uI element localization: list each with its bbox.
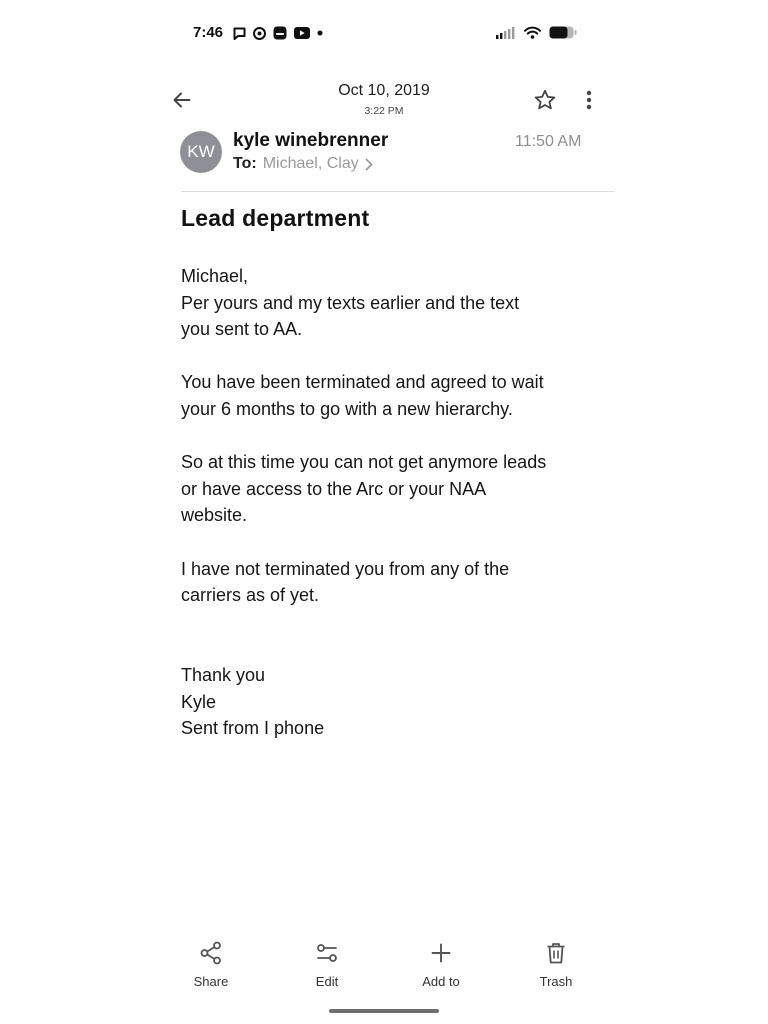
trash-label: Trash: [539, 974, 573, 989]
back-button[interactable]: [170, 88, 194, 112]
header-date: [284, 82, 484, 117]
to-label: To:: [233, 155, 257, 172]
more-options-button[interactable]: [579, 88, 599, 112]
sender-name: kyle winebrenner: [233, 130, 389, 151]
trash-button[interactable]: [516, 940, 596, 989]
avatar[interactable]: KW: [180, 131, 222, 173]
star-button[interactable]: [533, 88, 557, 112]
star-icon: [533, 88, 557, 112]
body-line: your 6 months to go with a new hierarchy.: [181, 398, 513, 419]
body-line: or have access to the Arc or your NAA: [181, 478, 487, 499]
bottom-toolbar: [0, 940, 768, 1000]
status-time: 7:46: [193, 24, 224, 41]
share-icon: [198, 940, 224, 966]
home-indicator[interactable]: [329, 1009, 439, 1013]
email-sent-time: 11:50 AM: [515, 133, 582, 150]
body-line: I have not terminated you from any of the: [181, 558, 510, 579]
recipients-toggle[interactable]: [233, 155, 373, 173]
chrome-icon: [253, 27, 266, 40]
status-right-icons: [496, 26, 577, 39]
email-subject: Lead department: [181, 205, 370, 231]
dot-icon: [317, 30, 323, 36]
chevron-right-icon: [365, 158, 373, 171]
signal-icon: [496, 27, 516, 39]
signoff-line: Thank you: [181, 664, 266, 685]
body-line: carriers as of yet.: [181, 585, 320, 606]
body-line: You have been terminated and agreed to wait: [181, 372, 544, 393]
signoff-line: Kyle: [181, 691, 217, 712]
body-line: Per yours and my texts earlier and the text: [181, 292, 520, 313]
share-label: Share: [193, 974, 229, 989]
add-to-button[interactable]: [401, 940, 481, 989]
edit-label: Edit: [315, 974, 339, 989]
header-date-time: 3:22 PM: [364, 105, 404, 117]
notification-icon: [273, 26, 287, 40]
more-vertical-icon: [579, 88, 599, 112]
youtube-icon: [294, 27, 310, 39]
edit-sliders-icon: [314, 940, 340, 966]
email-body: [181, 263, 611, 742]
signoff-line: Sent from I phone: [181, 718, 325, 739]
wifi-icon: [524, 26, 541, 39]
trash-icon: [543, 940, 569, 966]
status-left-icons: [233, 26, 323, 40]
header-date-main: Oct 10, 2019: [338, 82, 430, 99]
body-line: Michael,: [181, 266, 249, 286]
body-line: So at this time you can not get anymore leads: [181, 452, 547, 473]
divider: [181, 191, 614, 192]
battery-icon: [549, 26, 577, 39]
share-button[interactable]: [171, 940, 251, 989]
message-icon: [233, 27, 246, 40]
body-line: you sent to AA.: [181, 319, 303, 340]
edit-button[interactable]: [287, 940, 367, 989]
recipients-names: Michael, Clay: [262, 155, 359, 172]
back-arrow-icon: [170, 88, 194, 112]
add-to-label: Add to: [422, 974, 460, 989]
body-line: website.: [181, 505, 248, 526]
plus-icon: [428, 940, 454, 966]
